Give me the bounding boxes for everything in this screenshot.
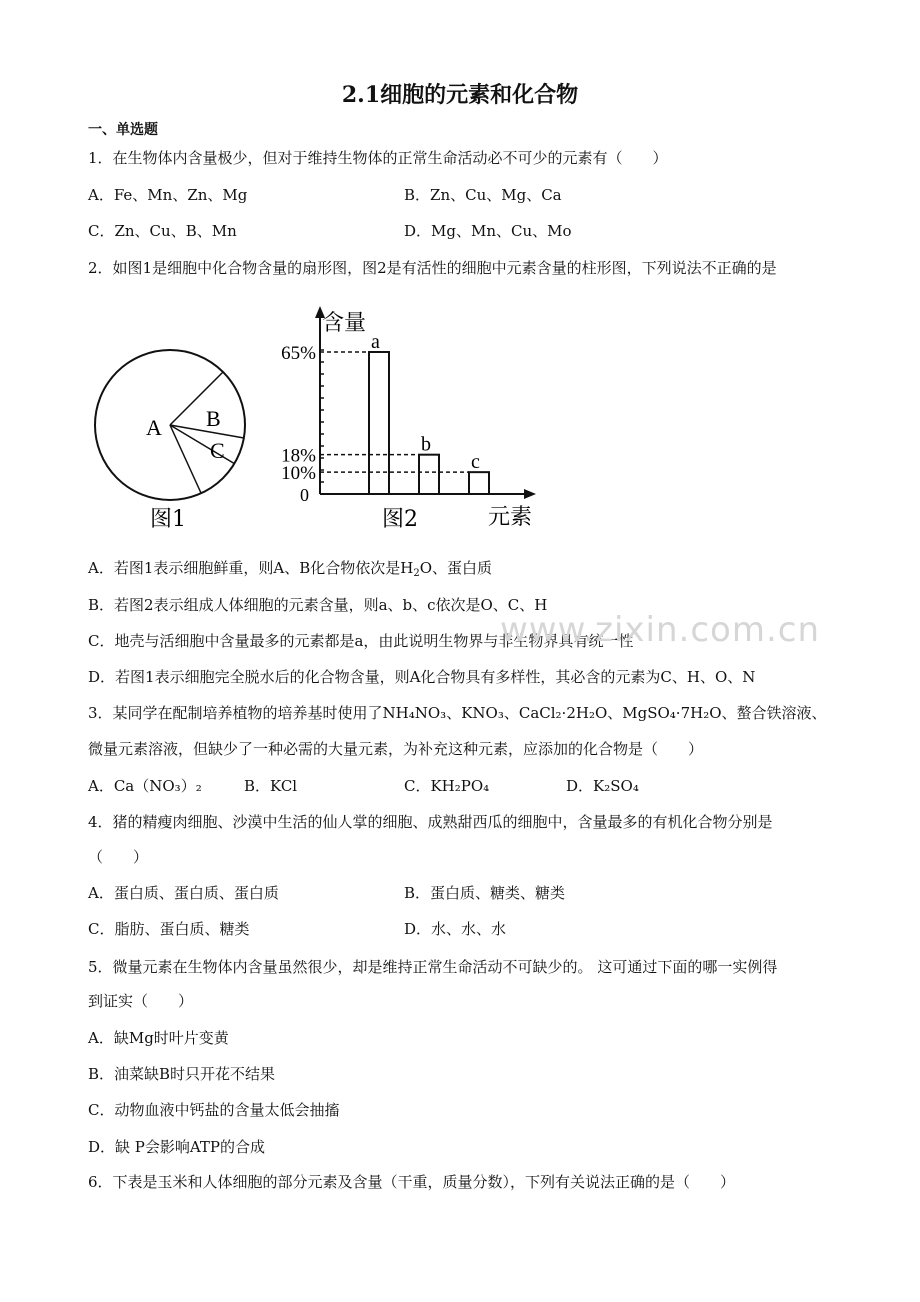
watermark: www.zixin.com.cn	[500, 610, 820, 650]
q6-stem: 6．下表是玉米和人体细胞的部分元素及含量（干重，质量分数），下列有关说法正确的是（ ）	[88, 1173, 736, 1191]
y-tick-label-a: 65%	[281, 343, 316, 364]
q1-option-b: B．Zn、Cu、Mg、Ca	[404, 186, 562, 204]
pie-label-a: A	[146, 415, 162, 440]
q2-stem: 2．如图1是细胞中化合物含量的扇形图，图2是有活性的细胞中元素含量的柱形图，下列说法不正确的是	[88, 259, 777, 277]
bar-chart	[281, 306, 536, 532]
pie-chart	[95, 350, 245, 532]
q2-option-a	[88, 558, 492, 584]
q2-figure	[88, 298, 548, 538]
y-tick-label-b: 18%	[281, 445, 316, 467]
q4-stem-line2: （ ）	[88, 848, 149, 866]
q3-option-d: D．K₂SO₄	[566, 777, 639, 795]
bar-label-a: a	[371, 331, 380, 353]
pie-slice-line-4	[170, 425, 201, 493]
q3-option-a: A．Ca（NO₃）₂	[88, 777, 202, 795]
x-axis-arrow	[524, 489, 536, 499]
q4-option-c: C．脂肪、蛋白质、糖类	[88, 920, 250, 938]
q4-option-b: B．蛋白质、糖类、糖类	[404, 884, 566, 902]
fig2-caption: 图2	[382, 507, 418, 532]
q5-option-b: B．油菜缺B时只开花不结果	[88, 1065, 276, 1083]
q2-option-a-post: O、蛋白质	[419, 559, 493, 577]
q2-figure-svg	[88, 298, 548, 538]
fig1-caption: 图1	[150, 507, 186, 532]
q2-option-a-sub: 2	[413, 568, 420, 579]
q2-option-a-pre: A．若图1表示细胞鲜重，则A、B化合物依次是H	[88, 559, 414, 577]
q3-option-b: B．KCl	[244, 777, 298, 795]
q5-option-c: C．动物血液中钙盐的含量太低会抽搐	[88, 1101, 340, 1119]
y-axis-label: 含量	[322, 311, 367, 336]
q3-stem-line1: 3．某同学在配制培养植物的培养基时使用了NH₄NO₃、KNO₃、CaCl₂·2H₂O、MgSO₄·7H₂O、螯合铁溶液、	[88, 704, 827, 722]
q4-option-d: D．水、水、水	[404, 920, 507, 938]
q3-stem-line2: 微量元素溶液，但缺少了一种必需的大量元素，为补充这种元素，应添加的化合物是（ ）	[88, 740, 704, 758]
q4-option-a: A．蛋白质、蛋白质、蛋白质	[88, 884, 279, 902]
y-tick-label-c: 10%	[281, 463, 316, 485]
q2-option-b: B．若图2表示组成人体细胞的元素含量，则a、b、c依次是O、C、H	[88, 596, 548, 614]
origin-label: 0	[300, 485, 309, 505]
q3-option-c: C．KH₂PO₄	[404, 777, 490, 795]
q1-option-a: A．Fe、Mn、Zn、Mg	[88, 186, 248, 204]
bar-c	[469, 472, 489, 494]
q2-option-d: D．若图1表示细胞完全脱水后的化合物含量，则A化合物具有多样性，其必含的元素为C、H、O、N	[88, 668, 756, 686]
bar-b	[419, 455, 439, 494]
q2-option-c: C．地壳与活细胞中含量最多的元素都是a，由此说明生物界与非生物界具有统一性	[88, 632, 634, 650]
q1-stem: 1．在生物体内含量极少，但对于维持生物体的正常生命活动必不可少的元素有（ ）	[88, 149, 668, 167]
q5-option-a: A．缺Mg时叶片变黄	[88, 1029, 229, 1047]
q5-option-d: D．缺 P会影响ATP的合成	[88, 1138, 265, 1156]
y-ticks	[281, 343, 324, 484]
bar-label-c: c	[471, 451, 480, 474]
bars	[320, 331, 489, 494]
q4-stem-line1: 4．猪的精瘦肉细胞、沙漠中生活的仙人掌的细胞、成熟甜西瓜的细胞中，含量最多的有机化合物分别是	[88, 813, 773, 831]
page-title: 2.1细胞的元素和化合物	[341, 82, 579, 108]
pie-label-b: B	[206, 406, 221, 431]
q5-stem-line2: 到证实（ ）	[88, 992, 194, 1010]
x-axis-label: 元素	[488, 505, 533, 530]
q1-option-d: D．Mg、Mn、Cu、Mo	[404, 222, 572, 240]
q1-option-c: C．Zn、Cu、B、Mn	[88, 222, 237, 240]
q5-stem-line1: 5．微量元素在生物体内含量虽然很少，却是维持正常生命活动不可缺少的。 这可通过下面的哪一实例得	[88, 958, 778, 976]
section-heading: 一、单选题	[88, 122, 158, 138]
pie-label-c: C	[210, 438, 225, 463]
bar-label-b: b	[421, 433, 431, 456]
